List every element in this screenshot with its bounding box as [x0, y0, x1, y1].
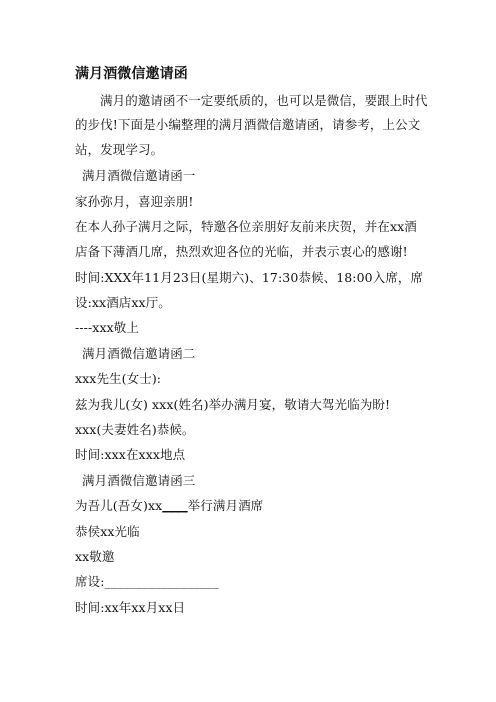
fill-in-blank: __________________	[104, 574, 219, 589]
letter-1-signature: ----xxx敬上	[75, 320, 139, 335]
intro-line-2: 的步伐!下面是小编整理的满月酒微信邀请函，请参考，上公文	[75, 117, 421, 132]
letter-1-line: 时间:XXX年11月23日(星期六)、17:30恭候、18:00入席，席	[75, 270, 424, 285]
intro-line-3: 站，发现学习。	[75, 142, 164, 157]
letter-3-line: 恭侯xx光临	[75, 524, 140, 539]
document-title: 满月酒微信邀请函	[75, 66, 188, 82]
letter-3-text: 举行满月酒席	[187, 498, 264, 513]
letter-3-line: xx敬邀	[75, 549, 115, 564]
letter-2-line: xxx(夫妻姓名)恭候。	[75, 422, 195, 437]
fill-in-blank: ____	[162, 498, 188, 513]
letter-1-line: 设:xx酒店xx厅。	[75, 295, 171, 310]
letter-3-heading: 满月酒微信邀请函三	[82, 473, 196, 488]
letter-2-heading: 满月酒微信邀请函二	[82, 346, 196, 361]
letter-2-line: 兹为我儿(女) xxx(姓名)举办满月宴，敬请大驾光临为盼!	[75, 397, 391, 412]
intro-line-1: 满月的邀请函不一定要纸质的，也可以是微信，要跟上时代	[100, 93, 428, 108]
letter-2-line: xxx先生(女士):	[75, 371, 162, 386]
letter-1-heading: 满月酒微信邀请函一	[82, 168, 196, 183]
letter-3-text: 席设:	[75, 574, 105, 589]
letter-3-line	[75, 498, 435, 514]
letter-3-line	[75, 574, 435, 590]
letter-2-line: 时间:xxx在xxx地点	[75, 447, 186, 462]
letter-1-line: 家孙弥月，喜迎亲朋!	[75, 194, 194, 209]
letter-1-line: 在本人孙子满月之际，特邀各位亲朋好友前来庆贺，并在xx酒	[75, 219, 417, 234]
letter-3-text: 为吾儿(吾女)xx	[75, 498, 163, 513]
letter-3-line: 时间:xx年xx月xx日	[75, 600, 186, 615]
letter-1-line: 店备下薄酒几席，热烈欢迎各位的光临，并表示衷心的感谢!	[75, 244, 408, 259]
